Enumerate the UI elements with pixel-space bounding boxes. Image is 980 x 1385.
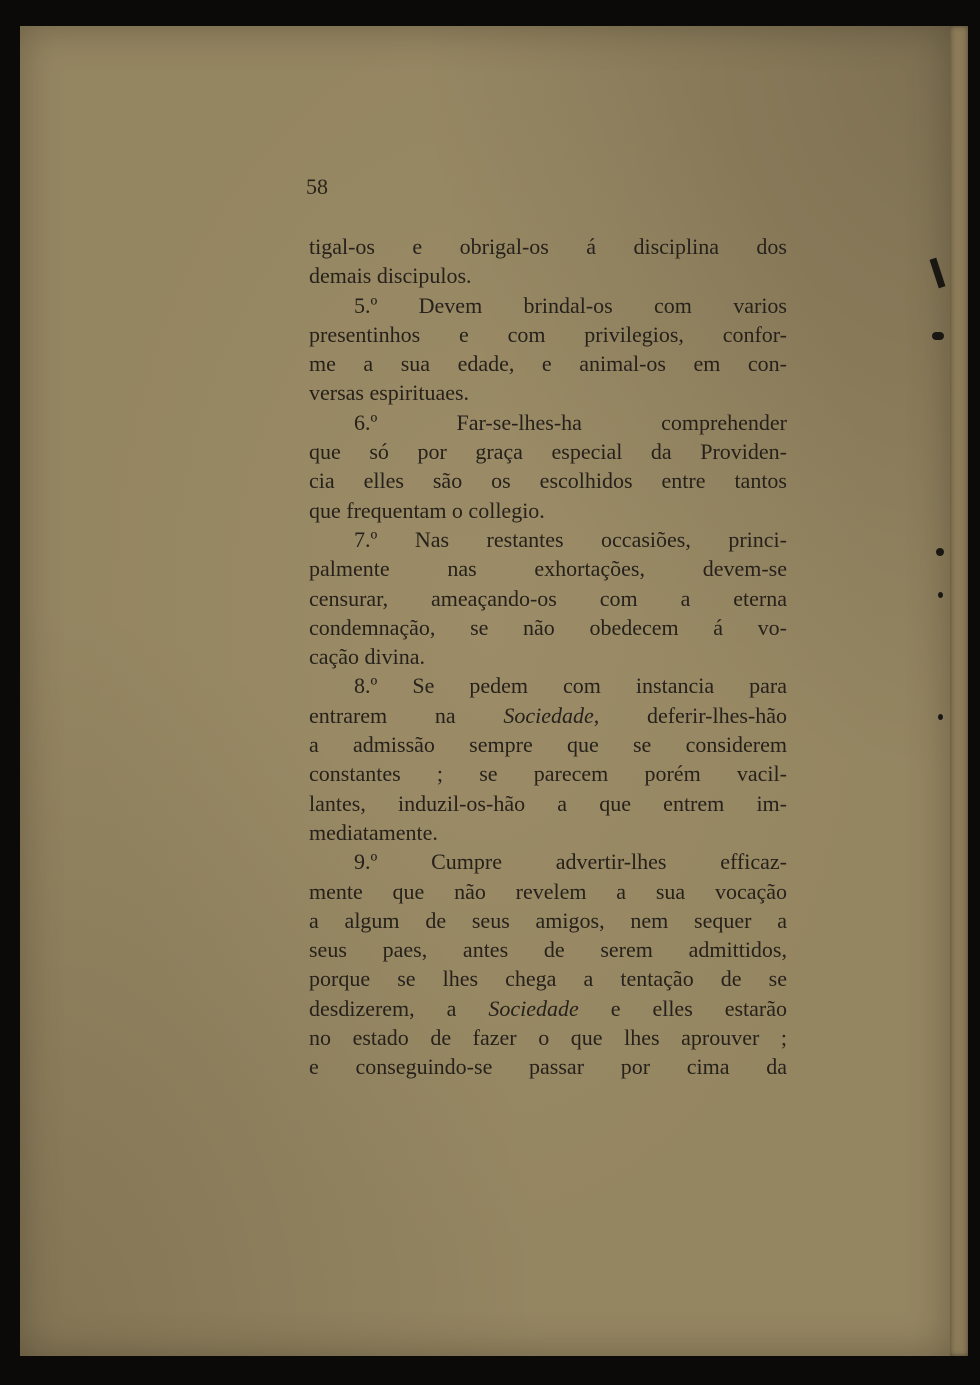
text-line: mente que não revelem a sua vocação [309,878,787,904]
text-line: entrarem na Sociedade, deferir-lhes-hão [309,702,787,728]
text-line: mediatamente. [309,819,438,845]
text-line: desdizerem, a Sociedade e elles estarão [309,995,788,1021]
text-line: lantes, induzil-os-hão a que entrem im- [309,790,787,816]
text-line: condemnação, se não obedecem á vo- [309,614,787,640]
text-line: 7.º Nas restantes occasiões, princi- [354,526,787,552]
text-line: a algum de seus amigos, nem sequer a [309,907,787,933]
text-line: tigal-os e obrigal-os á disciplina dos [309,234,787,259]
adjacent-page-edge [950,26,968,1356]
text-line: que só por graça especial da Providen- [309,439,787,465]
text-line: e conseguindo-se passar por cima da [309,1054,787,1080]
text-line: cia elles são os escolhidos entre tantos [309,468,787,494]
text-line: palmente nas exhortações, devem-se [309,556,787,582]
text-line: censurar, ameaçando-os com a eterna [309,585,787,611]
text-line: 5.º Devem brindal-os com varios [354,292,787,318]
ink-mark [938,592,943,598]
text-line: presentinhos e com privilegios, confor- [309,321,787,347]
text-line: seus paes, antes de serem admittidos, [309,937,787,963]
text-line: constantes ; se parecem porém vacil- [309,761,787,787]
text-line: porque se lhes chega a tentação de se [309,966,787,992]
text-line: versas espirituaes. [309,380,470,406]
text-line: que frequentam o collegio. [309,497,545,523]
ink-mark [936,548,944,556]
text-line: no estado de fazer o que lhes aprouver ; [309,1025,787,1051]
text-line: a admissão sempre que se considerem [309,732,787,758]
text-line: cação divina. [309,644,426,670]
text-line: me a sua edade, e animal-os em con- [309,351,787,377]
ink-mark [938,714,943,720]
page-number: 58 [306,174,328,199]
text-line: 6.º Far-se-lhes-ha comprehender [354,409,787,435]
text-line: demais discipulos. [309,263,472,289]
ink-mark [932,332,944,340]
text-line: 8.º Se pedem com instancia para [354,673,787,699]
text-line: 9.º Cumpre advertir-lhes efficaz- [354,849,787,875]
body-text [309,232,787,1082]
